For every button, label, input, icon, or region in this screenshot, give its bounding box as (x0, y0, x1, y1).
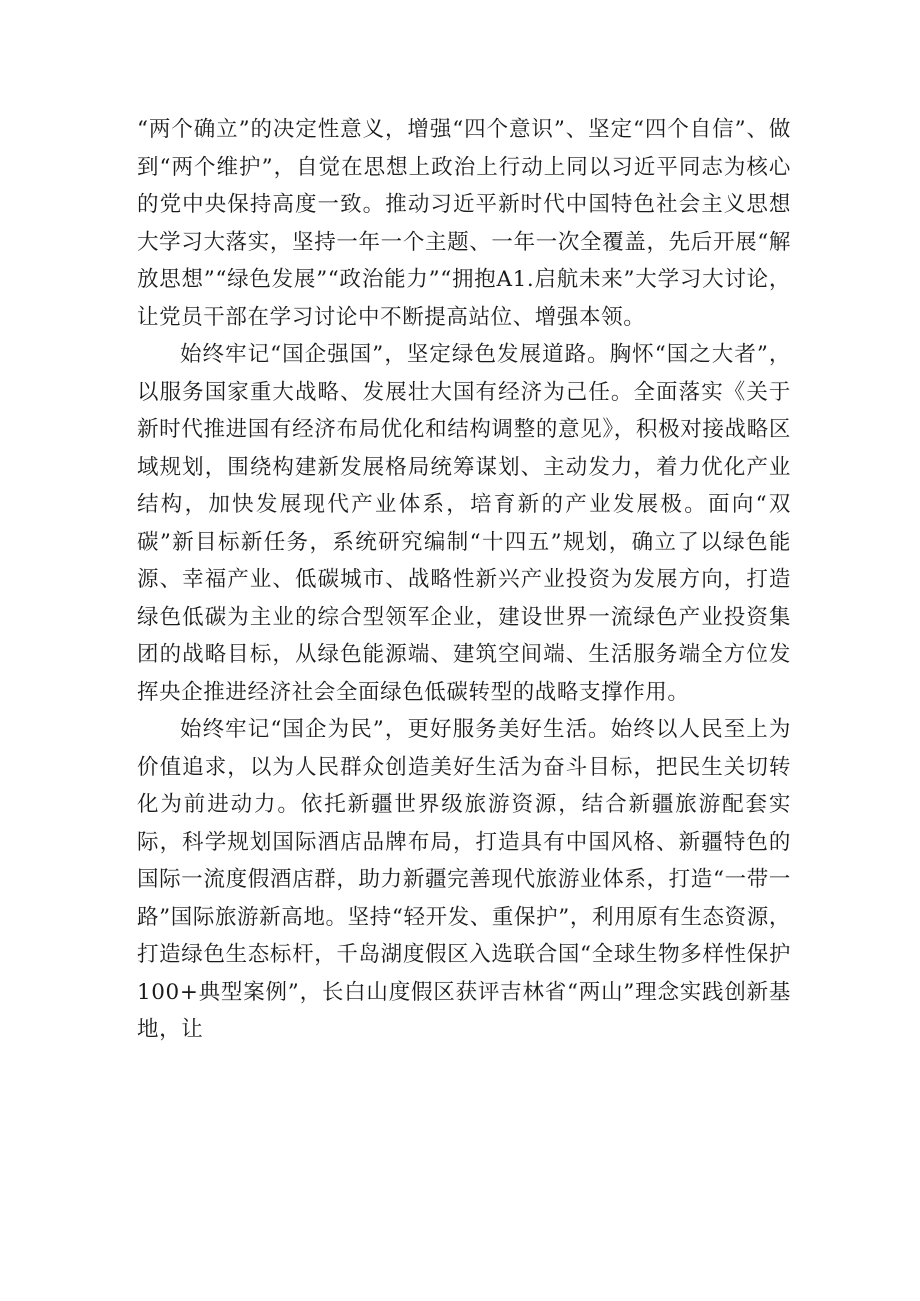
document-body (137, 111, 791, 1049)
paragraph-serve-people: 始终牢记“国企为民”，更好服务美好生活。始终以人民至上为价值追求，以为人民群众创造美好生活为奋斗目标，把民生关切转化为前进动力。依托新疆世界级旅游资源，结合新疆旅游配套实际，科学规划国际酒店品牌布局，打造具有中国风格、新疆特色的国际一流度假酒店群，助力新疆完善现代旅游业体系，打造“一带一路”国际旅游新高地。坚持“轻开发、重保护”，利用原有生态资源，打造绿色生态标杆，千岛湖度假区入选联合国“全球生物多样性保护100+典型案例”，长白山度假区获评吉林省“两山”理念实践创新基地，让 (137, 717, 791, 1042)
paragraph-green-development: 始终牢记“国企强国”，坚定绿色发展道路。胸怀“国之大者”，以服务国家重大战略、发展壮大国有经济为己任。全面落实《关于新时代推进国有经济布局优化和结构调整的意见》，积极对接战略区域规划，围绕构建新发展格局统筹谋划、主动发力，着力优化产业结构，加快发展现代产业体系，培育新的产业发展极。面向“双碳”新目标新任务，系统研究编制“十四五”规划，确立了以绿色能源、幸福产业、低碳城市、战略性新兴产业投资为发展方向，打造绿色低碳为主业的综合型领军企业，建设世界一流绿色产业投资集团的战略目标，从绿色能源端、建筑空间端、生活服务端全方位发挥央企推进经济社会全面绿色低碳转型的战略支撑作用。 (137, 342, 791, 705)
paragraph-continuation: “两个确立”的决定性意义，增强“四个意识”、坚定“四个自信”、做到“两个维护”，自觉在思想上政治上行动上同以习近平同志为核心的党中央保持高度一致。推动习近平新时代中国特色社会主义思想大学习大落实，坚持一年一个主题、一年一次全覆盖，先后开展“解放思想”“绿色发展”“政治能力”“拥抱A1.启航未来”大学习大讨论，让党员干部在学习讨论中不断提高站位、增强本领。 (137, 117, 791, 330)
